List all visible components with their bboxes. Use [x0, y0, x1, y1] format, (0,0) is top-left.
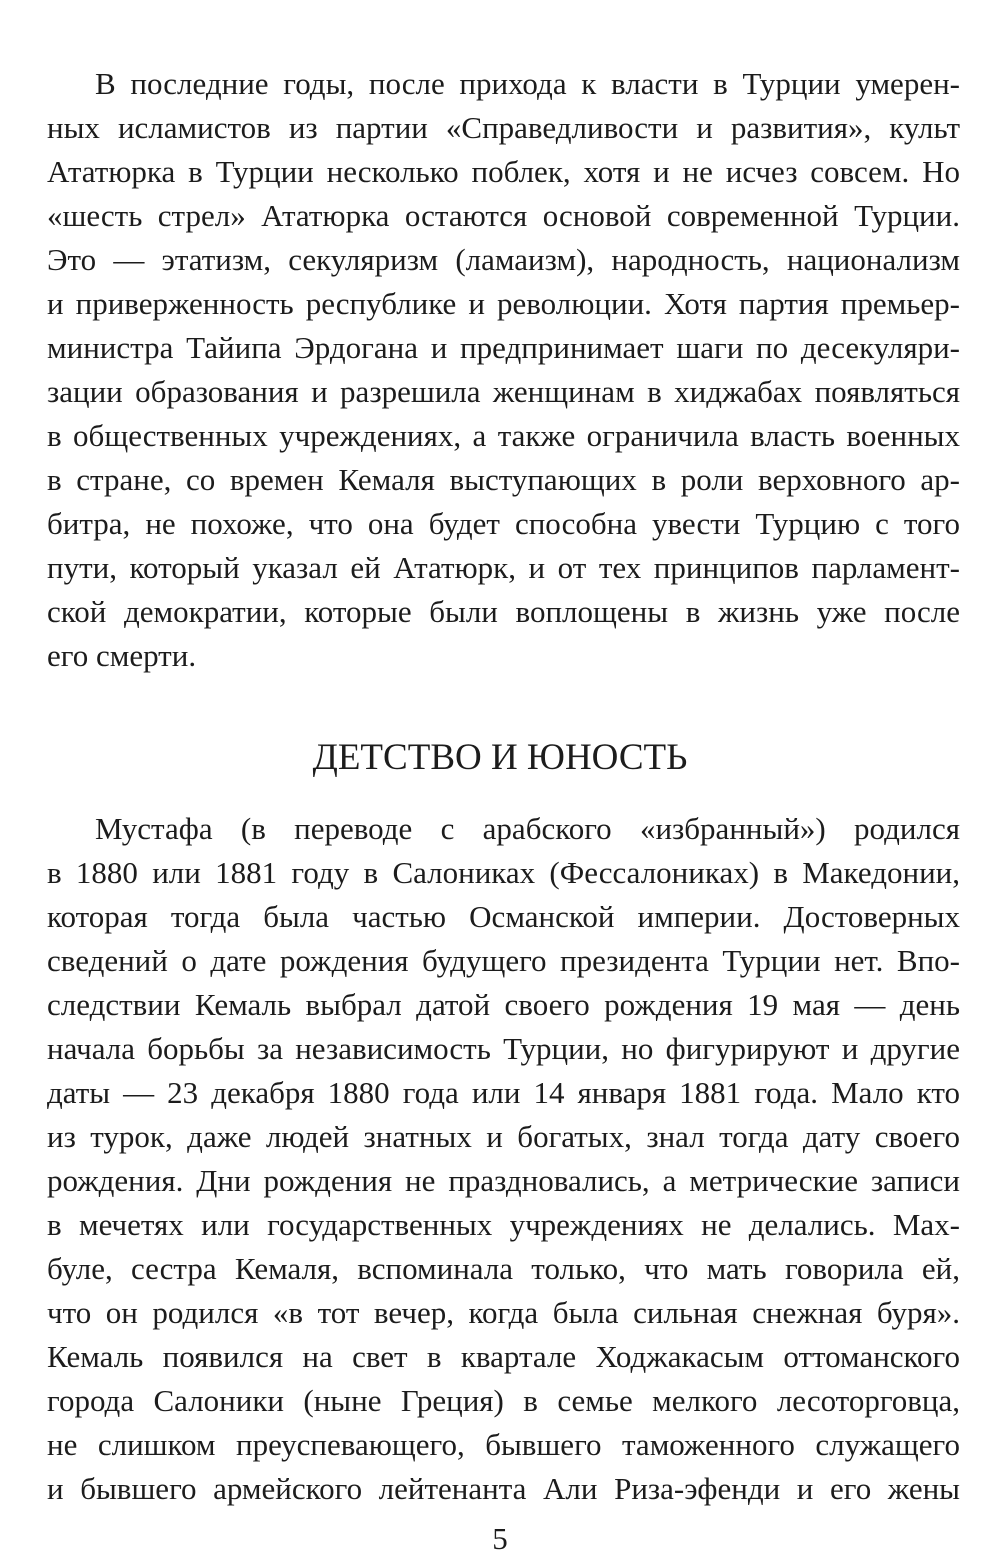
text-line: Кемаль появился на свет в квартале Ходжакасым оттоманского: [47, 1339, 960, 1374]
text-line: сведений о дате рождения будущего президента Турции нет. Впо-: [47, 943, 960, 978]
text-line: в мечетях или государственных учреждениях не делались. Мах-: [47, 1207, 960, 1242]
text-line: начала борьбы за независимость Турции, но фигурируют и другие: [47, 1031, 960, 1066]
text-line: зации образования и разрешила женщинам в хиджабах появляться: [47, 374, 960, 409]
text-line: в общественных учреждениях, а также ограничила власть военных: [47, 418, 960, 453]
text-line: не слишком преуспевающего, бывшего таможенного служащего: [47, 1427, 960, 1462]
text-line: из турок, даже людей знатных и богатых, знал тогда дату своего: [47, 1119, 960, 1154]
text-line: которая тогда была частью Османской империи. Достоверных: [47, 899, 960, 934]
text-line: Это — этатизм, секуляризм (ламаизм), народность, национализм: [47, 242, 960, 277]
page-number: 5: [492, 1521, 508, 1556]
text-line: в 1880 или 1881 году в Салониках (Фессалониках) в Македонии,: [47, 855, 960, 890]
text-line: Ататюрка в Турции несколько поблек, хотя и не исчез совсем. Но: [47, 154, 960, 189]
text-line: и приверженность республике и революции. Хотя партия премьер-: [47, 286, 960, 321]
text-line: ных исламистов из партии «Справедливости и развития», культ: [47, 110, 960, 145]
text-line: В последние годы, после прихода к власти в Турции умерен-: [95, 66, 960, 101]
text-line: и бывшего армейского лейтенанта Али Риза-эфенди и его жены: [47, 1471, 960, 1506]
text-line: битра, не похоже, что она будет способна увести Турцию с того: [47, 506, 960, 541]
section-heading: ДЕТСТВО И ЮНОСТЬ: [312, 737, 688, 778]
text-line: что он родился «в тот вечер, когда была сильная снежная буря».: [47, 1295, 960, 1330]
text-line: рождения. Дни рождения не праздновались, а метрические записи: [47, 1163, 960, 1198]
text-line: следствии Кемаль выбрал датой своего рождения 19 мая — день: [47, 987, 960, 1022]
text-line: ской демократии, которые были воплощены в жизнь уже после: [47, 594, 960, 629]
text-line: города Салоники (ныне Греция) в семье мелкого лесоторговца,: [47, 1383, 960, 1418]
text-line: буле, сестра Кемаля, вспоминала только, что мать говорила ей,: [47, 1251, 960, 1286]
text-line: «шесть стрел» Ататюрка остаются основой современной Турции.: [47, 198, 960, 233]
text-line: даты — 23 декабря 1880 года или 14 января 1881 года. Мало кто: [47, 1075, 960, 1110]
text-line: в стране, со времен Кемаля выступающих в роли верховного ар-: [47, 462, 960, 497]
text-line: пути, который указал ей Ататюрк, и от тех принципов парламент-: [47, 550, 960, 585]
text-line: министра Тайипа Эрдогана и предпринимает шаги по десекуляри-: [47, 330, 960, 365]
text-line: Мустафа (в переводе с арабского «избранный») родился: [95, 811, 960, 846]
text-line: его смерти.: [47, 638, 197, 673]
